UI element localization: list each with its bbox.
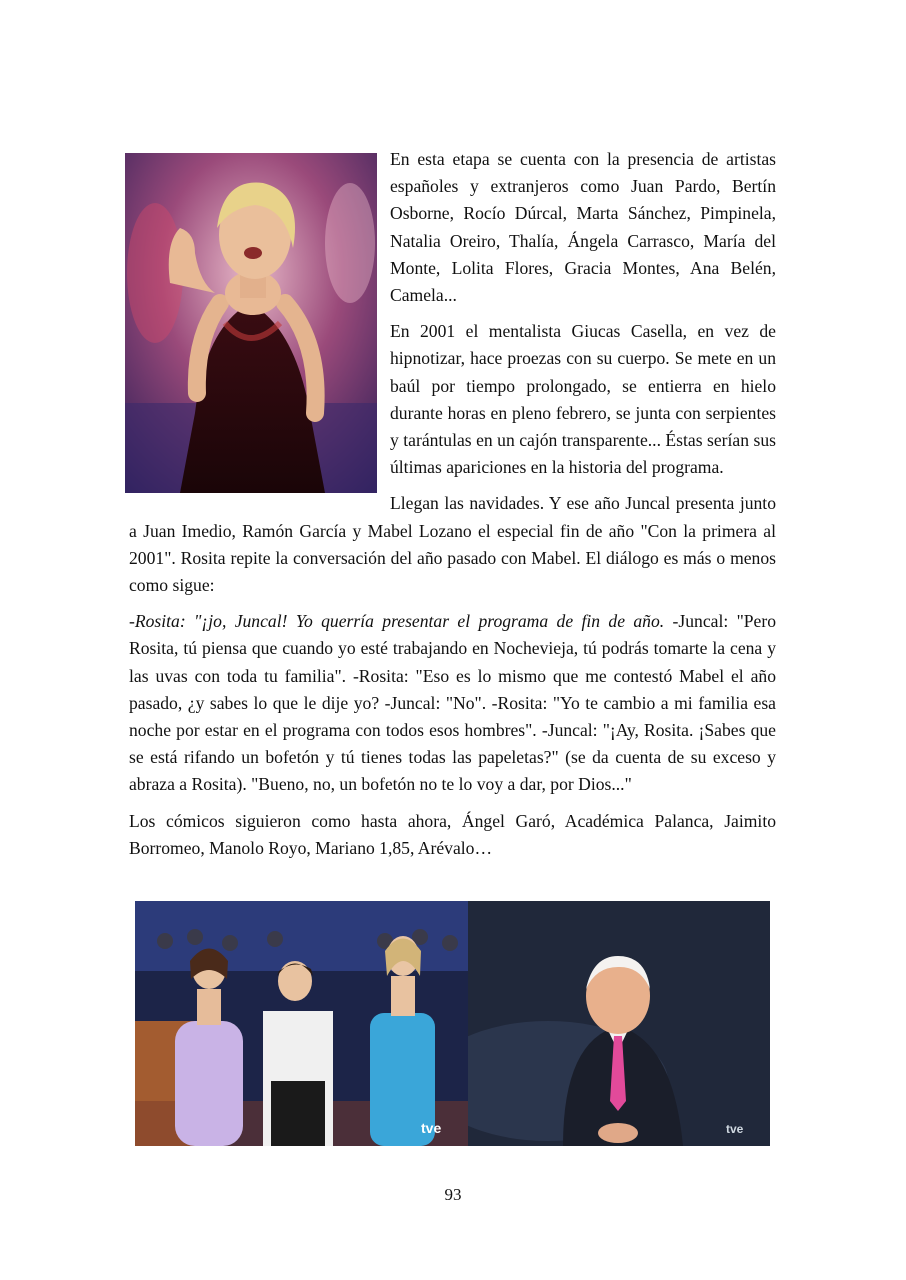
body-text	[129, 146, 776, 871]
tve-logo-2: tve	[726, 1122, 744, 1136]
comedian-photo	[468, 901, 770, 1146]
photo-strip	[135, 901, 770, 1146]
tve-logo-1: tve	[421, 1120, 442, 1136]
paragraph-mentalist: En 2001 el mentalista Giucas Casella, en vez de hipnotizar, hace proezas con su cuerpo. Se mete en un baúl por tiempo prolongado, se entierra en hielo durante horas en pleno febrero, se junta con serpientes y tarántulas en un cajón transparente... Éstas serían sus últimas apariciones en la historia del programa.	[390, 321, 776, 478]
page-number: 93	[444, 1185, 462, 1204]
dialogue-rest: -Juncal: "Pero Rosita, tú piensa que cuando yo esté trabajando en Nochevieja, tú podrás tomarte la cena y las uvas con toda tu familia". -Rosita: "Eso es lo mismo que me contestó Mabel el año pasado, ¿y sabes lo que le dije yo? -Juncal: "No". -Rosita: "Yo te cambio a mi familia esa noche por estar en el programa con todos esos hombres". -Juncal: "¡Ay, Rosita. ¡Sabes que se está rifando un bofetón y tú tienes todas las papeletas?" (se da cuenta de su exceso y abraza a Rosita). "Bueno, no, un bofetón no te lo voy a dar, por Dios..."	[129, 611, 777, 795]
dialogue-italic: -Rosita: "¡jo, Juncal! Yo querría presentar el programa de fin de año.	[129, 611, 665, 632]
stage-group-photo	[135, 901, 468, 1146]
presenter-photo	[125, 153, 377, 493]
paragraph-dialogue	[129, 608, 776, 798]
paragraph-artists-text: En esta etapa se cuenta con la presencia de artistas españoles y extranjeros como Juan Pardo, Bertín Osborne, Rocío Dúrcal, Marta Sánchez, Pimpinela, Natalia Oreiro, Thalía, Ángela Carrasco, María del Monte, Lolita Flores, Gracia Montes, Ana Belén, Camela...	[390, 149, 776, 306]
paragraph-christmas: Llegan las navidades. Y ese año Juncal presenta junto a Juan Imedio, Ramón García y Mabel Lozano el especial fin de año "Con la primera al 2001". Rosita repite la conversación del año pasado con Mabel. El diálogo es más o menos como sigue:	[129, 493, 776, 596]
paragraph-comedians: Los cómicos siguieron como hasta ahora, Ángel Garó, Académica Palanca, Jaimito Borromeo, Manolo Royo, Mariano 1,85, Arévalo…	[129, 810, 776, 858]
paragraph-artists	[129, 146, 776, 309]
